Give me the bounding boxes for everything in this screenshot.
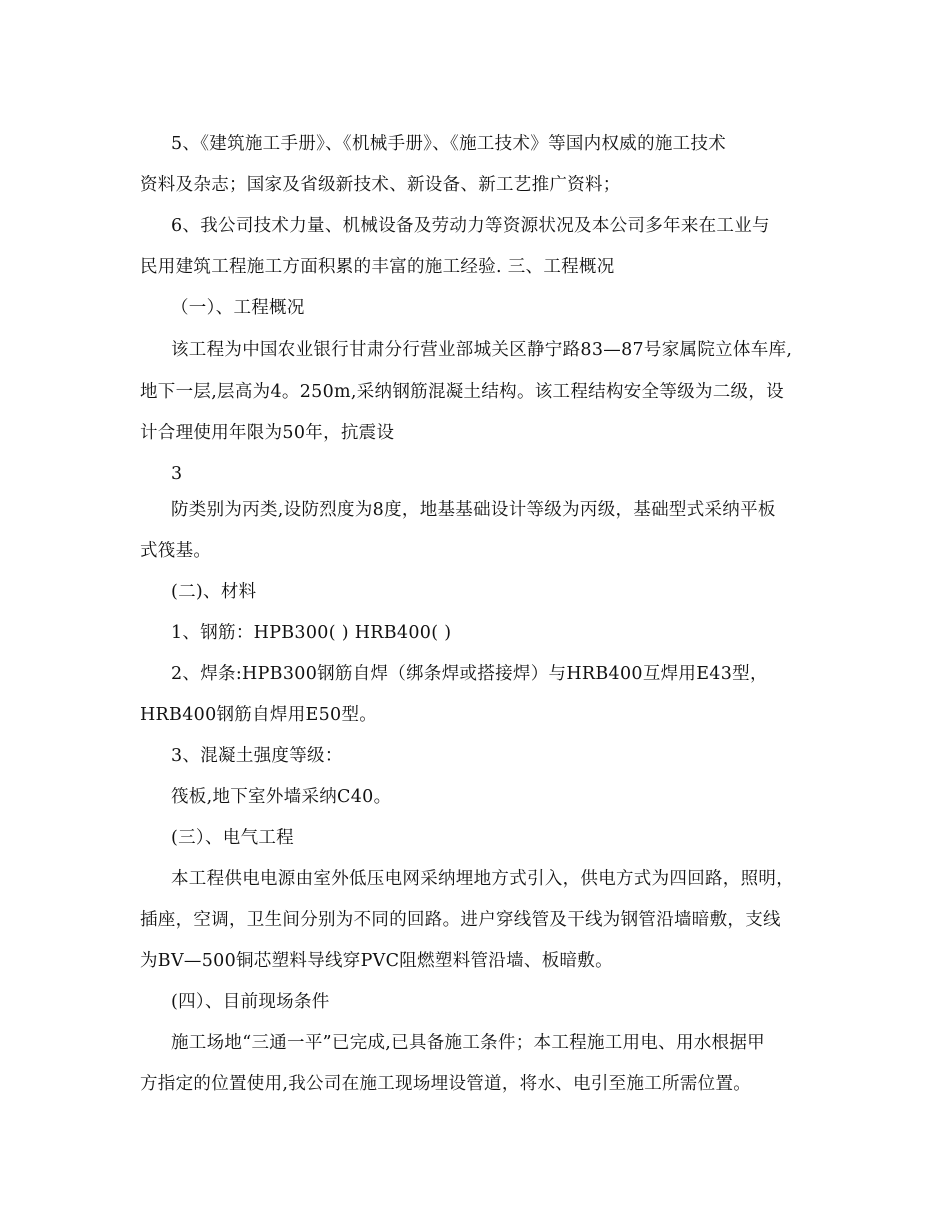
paragraph-line: 资料及杂志；国家及省级新技术、新设备、新工艺推广资料；	[140, 175, 621, 195]
paragraph-line: 1、钢筋：HPB300( ) HRB400( )	[171, 623, 452, 643]
section-heading: (四）、目前现场条件	[171, 992, 330, 1012]
section-heading: (二)、材料	[171, 582, 257, 602]
paragraph-line: 3、混凝土强度等级：	[171, 746, 343, 766]
paragraph-line: 方指定的位置使用,我公司在施工现场埋设管道，将水、电引至施工所需位置。	[140, 1074, 752, 1094]
paragraph-line: 5、《建筑施工手册》、《机械手册》、《施工技术》等国内权威的施工技术	[171, 134, 727, 154]
paragraph-line: 本工程供电电源由室外低压电网采纳埋地方式引入，供电方式为四回路，照明，	[171, 869, 794, 889]
section-heading: （一）、工程概况	[171, 298, 305, 318]
paragraph-line: HRB400钢筋自焊用E50型。	[140, 705, 378, 725]
paragraph-line: 6、我公司技术力量、机械设备及劳动力等资源状况及本公司多年来在工业与	[171, 216, 770, 236]
paragraph-line: 计合理使用年限为50年，抗震设	[140, 423, 395, 443]
page-number: 3	[171, 464, 183, 484]
paragraph-line: 式筏基。	[140, 541, 212, 561]
paragraph-line: 2、焊条:HPB300钢筋自焊（绑条焊或搭接焊）与HRB400互焊用E43型，	[171, 664, 768, 684]
paragraph-line: 施工场地“三通一平”已完成,已具备施工条件；本工程施工用电、用水根据甲	[171, 1033, 765, 1053]
paragraph-line: 插座，空调，卫生间分别为不同的回路。进户穿线管及干线为钢管沿墙暗敷，支线	[140, 910, 781, 930]
paragraph-line: 民用建筑工程施工方面积累的丰富的施工经验. 三、工程概况	[140, 257, 615, 277]
paragraph-line: 为BV—500铜芯塑料导线穿PVC阻燃塑料管沿墙、板暗敷。	[140, 951, 613, 971]
paragraph-line: 地下一层,层高为4。250m,采纳钢筋混凝土结构。该工程结构安全等级为二级，设	[140, 382, 784, 402]
paragraph-line: 防类别为丙类,设防烈度为8度，地基基础设计等级为丙级，基础型式采纳平板	[171, 500, 776, 520]
section-heading: (三）、电气工程	[171, 828, 294, 848]
paragraph-line: 该工程为中国农业银行甘肃分行营业部城关区静宁路83—87号家属院立体车库,	[171, 340, 793, 360]
paragraph-line: 筏板,地下室外墙采纳C40。	[171, 787, 392, 807]
